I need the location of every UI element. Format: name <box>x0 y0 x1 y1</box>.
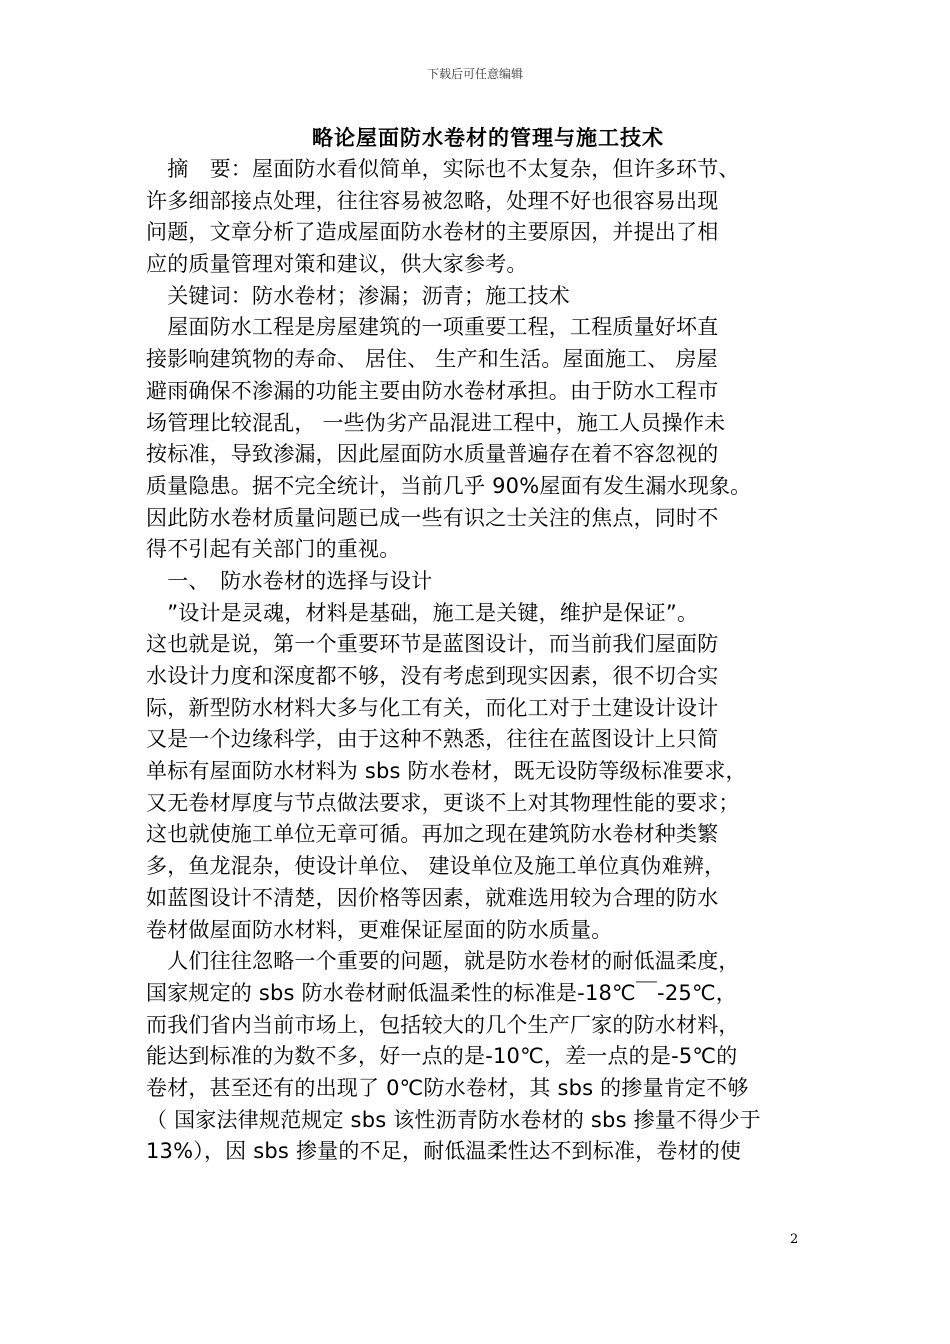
text-line: 应的质量管理对策和建议，供大家参考。 <box>146 252 528 277</box>
text-line: 又是一个边缘科学，由于这种不熟悉，往往在蓝图设计上只简 <box>146 727 719 752</box>
text-line: 许多细部接点处理，往往容易被忽略，处理不好也很容易出现 <box>146 188 719 213</box>
text-line: 卷材，甚至还有的出现了 0℃防水卷材，其 sbs 的掺量肯定不够 <box>146 1075 749 1100</box>
text-line: 际，新型防水材料大多与化工有关，而化工对于土建设计设计 <box>146 695 719 720</box>
text-line: 水设计力度和深度都不够，没有考虑到现实因素，很不切合实 <box>146 664 719 688</box>
text-line: 屋面防水工程是房屋建筑的一项重要工程，工程质量好坏直 <box>146 315 719 340</box>
text-line: 这也就使施工单位无章可循。再加之现在建筑防水卷材种类繁 <box>146 822 719 847</box>
text-line: 质量隐患。据不完全统计，当前几乎 90%屋面有发生漏水现象。 <box>146 473 752 498</box>
keywords-line: 关键词：防水卷材；渗漏；沥青；施工技术 <box>146 283 570 308</box>
text-line: 因此防水卷材质量问题已成一些有识之士关注的焦点，同时不 <box>146 505 719 530</box>
text-line: 能达到标准的为数不多，好一点的是-10℃，差一点的是-5℃的 <box>146 1044 738 1069</box>
text-line: 按标准，导致渗漏，因此屋面防水质量普遍存在着不容忽视的 <box>146 442 719 467</box>
text-line: 摘 要：屋面防水看似简单，实际也不太复杂，但许多环节、 <box>146 157 740 181</box>
page-header-note: 下载后可任意编辑 <box>426 67 523 81</box>
text-line: 问题，文章分析了造成屋面防水卷材的主要原因，并提出了相 <box>146 220 719 245</box>
text-line: 这也就是说，第一个重要环节是蓝图设计，而当前我们屋面防 <box>146 632 719 657</box>
text-line: （ 国家法律规范规定 sbs 该性沥青防水卷材的 sbs 掺量不得少于 <box>146 1107 761 1132</box>
page-number: 2 <box>790 1232 799 1247</box>
text-line: 如蓝图设计不清楚，因价格等因素，就难选用较为合理的防水 <box>146 885 719 910</box>
text-line: 接影响建筑物的寿命、 居住、 生产和生活。屋面施工、 房屋 <box>146 347 718 372</box>
text-line: 人们往往忽略一个重要的问题，就是防水卷材的耐低温柔度， <box>146 949 740 974</box>
text-line: 国家规定的 sbs 防水卷材耐低温柔性的标准是-18℃￣-25℃， <box>146 980 737 1005</box>
section-heading: 一、 防水卷材的选择与设计 <box>146 568 433 593</box>
text-line: 而我们省内当前市场上，包括较大的几个生产厂家的防水材料， <box>146 1012 740 1037</box>
text-line: ”设计是灵魂，材料是基础，施工是关键，维护是保证”。 <box>146 600 699 625</box>
text-line: 得不引起有关部门的重视。 <box>146 537 401 562</box>
text-line: 多，鱼龙混杂，使设计单位、 建设单位及施工单位真伪难辨， <box>146 854 726 879</box>
text-line: 避雨确保不渗漏的功能主要由防水卷材承担。由于防水工程市 <box>146 378 719 403</box>
text-line: 卷材做屋面防水材料，更难保证屋面的防水质量。 <box>146 917 613 942</box>
document-title: 略论屋面防水卷材的管理与施工技术 <box>312 126 664 150</box>
text-line: 场管理比较混乱， 一些伪劣产品混进工程中，施工人员操作未 <box>146 410 726 435</box>
text-line: 单标有屋面防水材料为 sbs 防水卷材，既无设防等级标准要求， <box>146 759 747 784</box>
text-line: 13%），因 sbs 掺量的不足，耐低温柔性达不到标准，卷材的使 <box>146 1139 742 1164</box>
text-line: 又无卷材厚度与节点做法要求，更谈不上对其物理性能的要求； <box>146 790 740 815</box>
document-body <box>146 154 786 1168</box>
